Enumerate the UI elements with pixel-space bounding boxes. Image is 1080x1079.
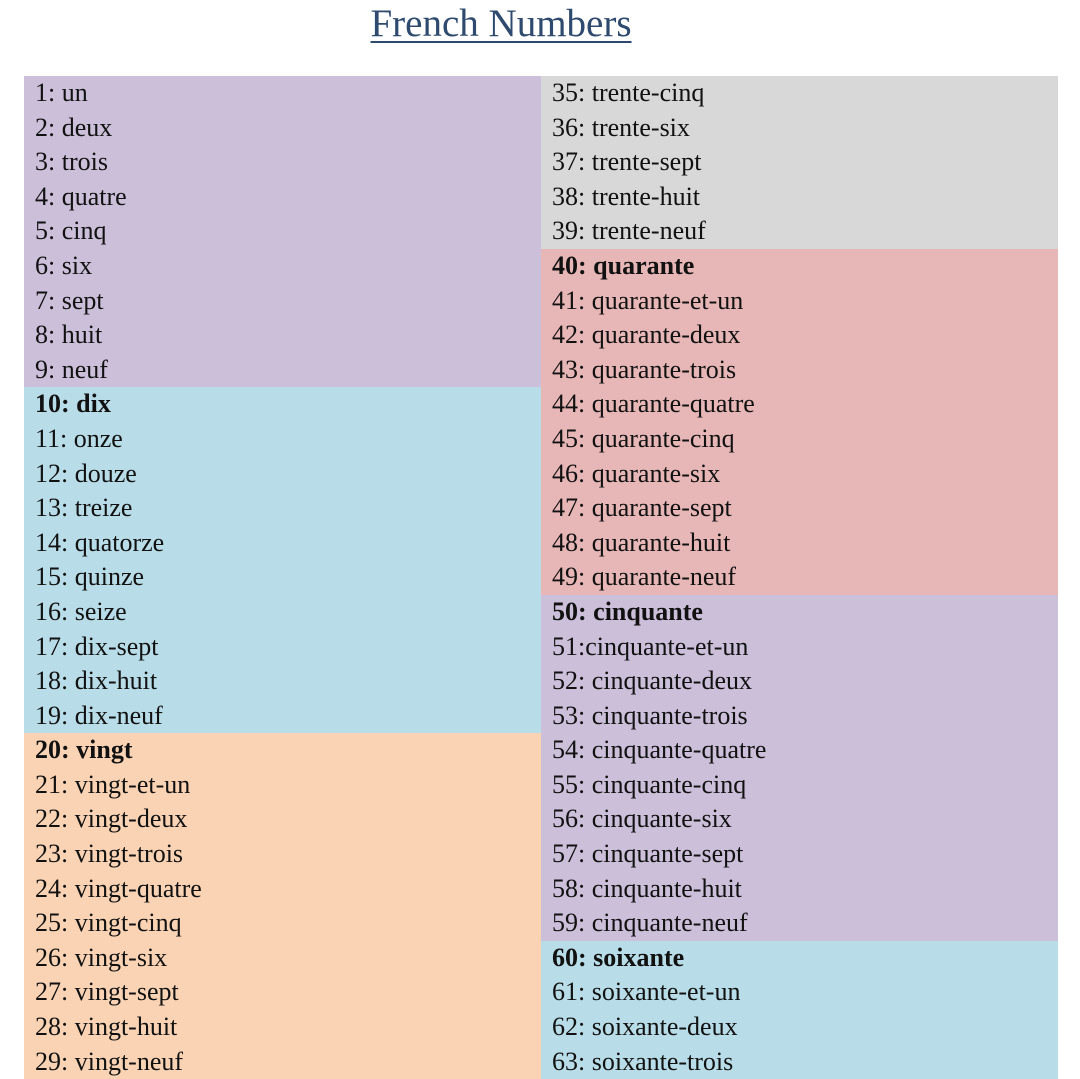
number-row: 39: trente-neuf [541,214,1058,249]
number-row: 7: sept [24,284,541,319]
number-group-header: 50: cinquante [541,595,1058,630]
number-row: 48: quarante-huit [541,526,1058,561]
number-row: 18: dix-huit [24,664,541,699]
number-row: 61: soixante-et-un [541,975,1058,1010]
number-row: 22: vingt-deux [24,802,541,837]
number-row: 11: onze [24,422,541,457]
number-group-header: 60: soixante [541,941,1058,976]
number-row: 12: douze [24,457,541,492]
number-row: 53: cinquante-trois [541,699,1058,734]
number-row: 19: dix-neuf [24,699,541,734]
number-row: 45: quarante-cinq [541,422,1058,457]
numbers-column-left [24,76,541,1079]
number-row: 16: seize [24,595,541,630]
number-row: 58: cinquante-huit [541,872,1058,907]
number-row: 14: quatorze [24,526,541,561]
number-row: 43: quarante-trois [541,353,1058,388]
number-row: 52: cinquante-deux [541,664,1058,699]
number-row: 42: quarante-deux [541,318,1058,353]
number-row: 36: trente-six [541,111,1058,146]
number-row: 23: vingt-trois [24,837,541,872]
number-row: 41: quarante-et-un [541,284,1058,319]
number-row: 26: vingt-six [24,941,541,976]
number-row: 1: un [24,76,541,111]
number-row: 57: cinquante-sept [541,837,1058,872]
number-row: 5: cinq [24,214,541,249]
numbers-column-right [541,76,1058,1079]
number-row: 46: quarante-six [541,457,1058,492]
number-row: 54: cinquante-quatre [541,733,1058,768]
number-row: 2: deux [24,111,541,146]
number-row: 3: trois [24,145,541,180]
number-row: 59: cinquante-neuf [541,906,1058,941]
number-row: 27: vingt-sept [24,975,541,1010]
number-row: 21: vingt-et-un [24,768,541,803]
number-row: 28: vingt-huit [24,1010,541,1045]
number-row: 56: cinquante-six [541,802,1058,837]
number-row: 6: six [24,249,541,284]
number-row: 47: quarante-sept [541,491,1058,526]
number-row: 24: vingt-quatre [24,872,541,907]
number-row: 29: vingt-neuf [24,1045,541,1079]
number-row: 49: quarante-neuf [541,560,1058,595]
number-row: 63: soixante-trois [541,1045,1058,1079]
number-row: 55: cinquante-cinq [541,768,1058,803]
number-row: 62: soixante-deux [541,1010,1058,1045]
number-row: 9: neuf [24,353,541,388]
number-row: 51:cinquante-et-un [541,630,1058,665]
number-row: 37: trente-sept [541,145,1058,180]
number-row: 13: treize [24,491,541,526]
number-row: 17: dix-sept [24,630,541,665]
number-row: 15: quinze [24,560,541,595]
number-group-header: 40: quarante [541,249,1058,284]
numbers-table [24,76,1058,1079]
number-row: 4: quatre [24,180,541,215]
number-row: 35: trente-cinq [541,76,1058,111]
page-title: French Numbers [370,2,632,45]
number-group-header: 10: dix [24,387,541,422]
number-group-header: 20: vingt [24,733,541,768]
number-row: 44: quarante-quatre [541,387,1058,422]
number-row: 38: trente-huit [541,180,1058,215]
number-row: 25: vingt-cinq [24,906,541,941]
number-row: 8: huit [24,318,541,353]
